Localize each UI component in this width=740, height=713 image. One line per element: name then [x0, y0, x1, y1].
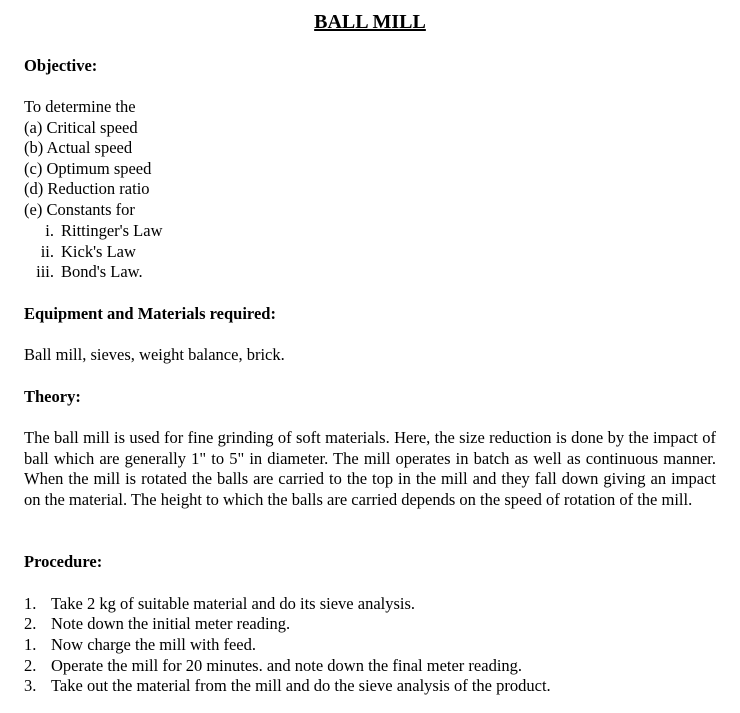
- step-text: Take out the material from the mill and do the sieve analysis of the product.: [51, 676, 551, 695]
- objective-heading: Objective:: [24, 56, 98, 75]
- law-number: i.: [45, 221, 54, 240]
- law-item: [8, 221, 163, 241]
- law-number: iii.: [36, 262, 54, 281]
- objective-item-b: (b) Actual speed: [24, 138, 133, 157]
- theory-paragraph: The ball mill is used for fine grinding of soft materials. Here, the size reduction is done by the impact of ball which are generally 1" to 5" in diameter. The mill operates in batch as well as continuous manner. When the mill is rotated the balls are carried to the top in the mill and they fall down giving an impact on the material. The height to which the balls are carried depends on the speed of rotation of the mill.: [24, 428, 716, 509]
- law-text: Rittinger's Law: [61, 221, 163, 240]
- law-number: ii.: [40, 242, 54, 261]
- theory-heading: Theory:: [24, 387, 81, 406]
- procedure-step: [24, 614, 290, 634]
- objective-intro: To determine the: [24, 97, 136, 116]
- document-title: [24, 10, 716, 34]
- step-text: Operate the mill for 20 minutes. and note down the final meter reading.: [51, 656, 523, 675]
- step-number: 1.: [24, 635, 37, 654]
- step-number: 2.: [24, 614, 37, 633]
- law-item: [8, 242, 136, 262]
- objective-item-d: (d) Reduction ratio: [24, 179, 150, 198]
- procedure-step: [24, 635, 256, 655]
- law-item: [8, 262, 143, 282]
- objective-item-a: (a) Critical speed: [24, 118, 138, 137]
- law-text: Bond's Law.: [61, 262, 143, 281]
- equipment-text: Ball mill, sieves, weight balance, brick.: [24, 345, 285, 364]
- objective-item-e: (e) Constants for: [24, 200, 135, 219]
- step-number: 3.: [24, 676, 37, 695]
- step-text: Note down the initial meter reading.: [51, 614, 291, 633]
- step-number: 1.: [24, 594, 37, 613]
- title-text: BALL MILL: [314, 11, 426, 33]
- procedure-step: [24, 656, 522, 676]
- objective-item-c: (c) Optimum speed: [24, 159, 152, 178]
- step-text: Now charge the mill with feed.: [51, 635, 256, 654]
- step-number: 2.: [24, 656, 37, 675]
- equipment-heading: Equipment and Materials required:: [24, 304, 276, 323]
- step-text: Take 2 kg of suitable material and do its sieve analysis.: [51, 594, 416, 613]
- procedure-heading: Procedure:: [24, 552, 103, 571]
- procedure-step: [24, 594, 415, 614]
- law-text: Kick's Law: [61, 242, 136, 261]
- procedure-step: [24, 676, 551, 696]
